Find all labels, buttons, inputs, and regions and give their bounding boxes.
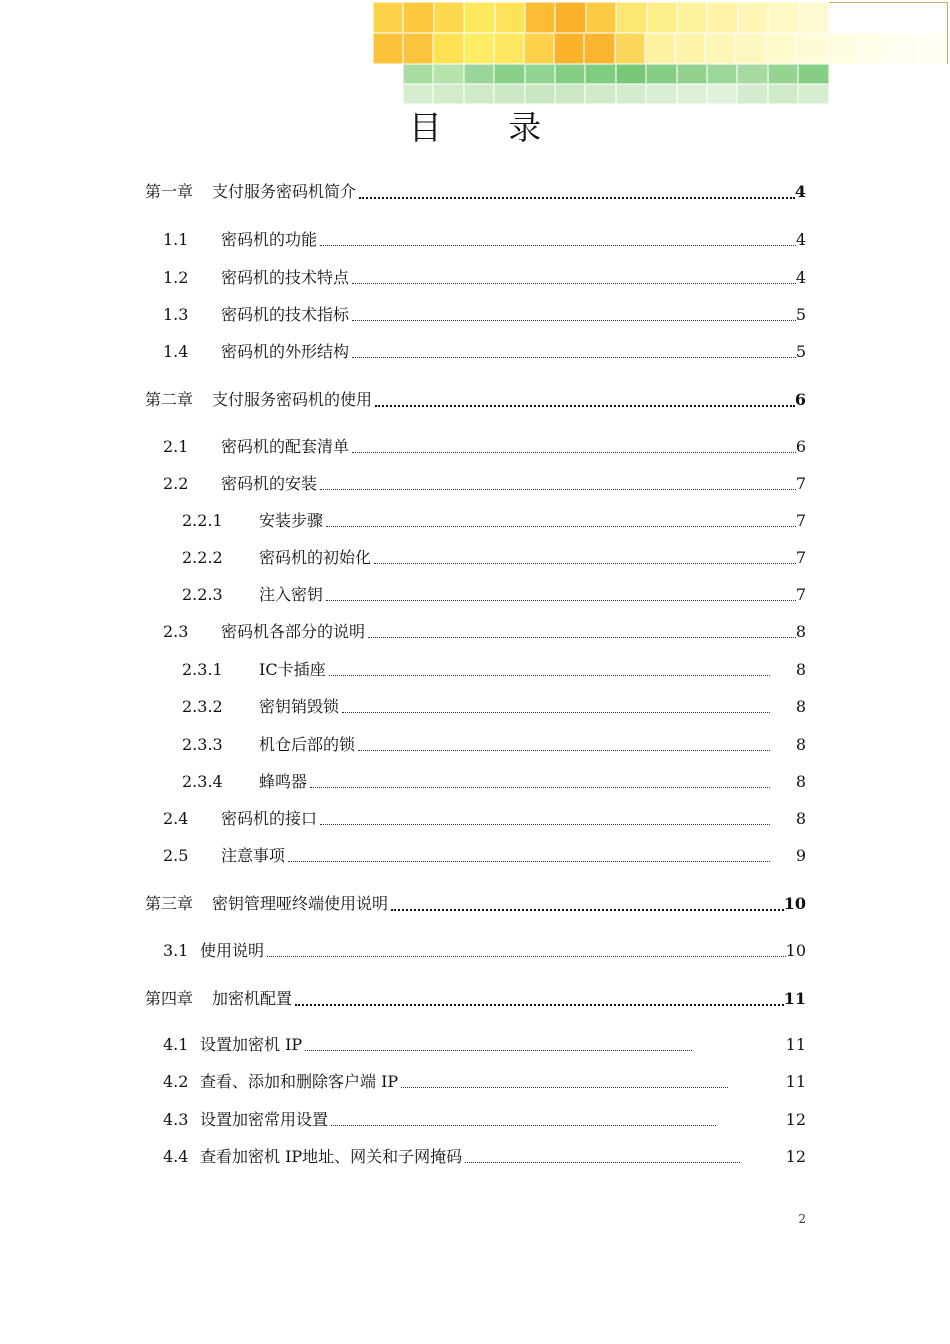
toc-entry-title: 机仓后部的锁 [259,735,356,754]
decoration-tile [464,64,494,84]
toc-entry-page: 8 [795,660,806,679]
decoration-tile [555,64,585,84]
toc-entry-number: 4.2 [163,1072,189,1091]
toc-entry-number: 2.5 [163,846,189,865]
decoration-tile [645,33,675,64]
toc-entry-number: 2.3.3 [182,735,223,754]
decoration-tile [798,84,828,104]
decoration-tile [917,33,947,64]
toc-entry-title: 查看、添加和删除客户端 IP [200,1072,399,1091]
toc-dot-leader [310,773,770,788]
toc-dot-leader [320,475,796,490]
toc-entry-page: 10 [785,941,806,960]
decoration-tile [646,64,676,84]
toc-entry-number: 1.1 [163,230,189,249]
decoration-tile [826,33,856,64]
toc-dot-leader [267,942,786,957]
toc-chapter-row[interactable] [0,889,950,919]
toc-entry-row[interactable] [0,617,950,647]
toc-entry-row[interactable] [0,263,950,293]
decoration-tile [464,33,494,64]
toc-entry-row[interactable] [0,730,950,760]
toc-dot-leader [305,1036,692,1051]
toc-entry-title: 注意事项 [221,846,286,865]
toc-entry-page: 8 [795,772,806,791]
decoration-tile [525,64,555,84]
toc-dot-leader [374,549,796,564]
decoration-tile [494,64,524,84]
decoration-tile [433,33,463,64]
decoration-tile [707,2,737,33]
toc-entry-row[interactable] [0,655,950,685]
page-title: 目 录 [408,108,570,147]
toc-dot-leader [288,847,770,862]
toc-entry-row[interactable] [0,841,950,871]
toc-entry-row[interactable] [0,1067,950,1097]
toc-entry-number: 2.4 [163,809,189,828]
toc-entry-row[interactable] [0,580,950,610]
toc-entry-number: 2.2 [163,474,189,493]
decoration-tile [677,84,707,104]
toc-entry-page: 5 [795,342,806,361]
toc-entry-title: 密码机的接口 [221,809,318,828]
toc-entry-page: 4 [794,182,806,201]
decoration-tile [799,2,829,33]
toc-entry-page: 6 [795,437,806,456]
toc-entry-number: 3.1 [163,941,189,960]
toc-entry-title: 密码机的配套清单 [221,437,350,456]
toc-entry-title: 注入密钥 [259,585,324,604]
toc-entry-page: 8 [795,735,806,754]
decoration-tile [433,84,463,104]
decoration-tile [796,33,826,64]
decoration-tile [646,84,676,104]
decoration-tile [856,33,886,64]
toc-entry-row[interactable] [0,804,950,834]
decoration-tile [707,64,737,84]
decoration-tile [735,33,765,64]
decoration-tile [737,64,767,84]
toc-dot-leader [368,623,796,638]
toc-entry-title: IC卡插座 [259,660,326,679]
toc-dot-leader [320,231,796,246]
toc-dot-leader [465,1148,740,1163]
toc-entry-page: 12 [785,1110,806,1129]
decoration-tile [768,2,798,33]
decoration-tile [434,2,464,33]
decoration-tile [886,33,916,64]
toc-dot-leader [375,391,795,407]
toc-dot-leader [358,736,770,751]
toc-entry-page: 4 [795,230,806,249]
toc-entry-title: 设置加密常用设置 [200,1110,329,1129]
toc-entry-number: 2.1 [163,437,189,456]
toc-entry-title: 密码机的技术指标 [221,305,350,324]
toc-entry-title: 密码机的外形结构 [221,342,350,361]
toc-chapter-row[interactable] [0,385,950,415]
toc-entry-row[interactable] [0,337,950,367]
decoration-tile [677,64,707,84]
toc-entry-number: 2.3.1 [182,660,223,679]
toc-dot-leader [342,698,770,713]
toc-entry-number: 4.3 [163,1110,189,1129]
decoration-tile [494,33,524,64]
toc-entry-row[interactable] [0,469,950,499]
toc-entry-row[interactable] [0,692,950,722]
toc-chapter-row[interactable] [0,177,950,207]
toc-entry-page: 11 [783,989,806,1008]
toc-entry-page: 7 [795,511,806,530]
toc-entry-row[interactable] [0,543,950,573]
toc-entry-number: 4.1 [163,1035,189,1054]
toc-entry-row[interactable] [0,225,950,255]
toc-entry-number: 2.3.4 [182,772,223,791]
toc-dot-leader [295,990,784,1006]
toc-entry-row[interactable] [0,1105,950,1135]
decoration-tile [705,33,735,64]
toc-dot-leader [326,512,796,527]
decoration-tile [525,2,555,33]
toc-entry-number: 1.3 [163,305,189,324]
toc-entry-page: 11 [785,1035,806,1054]
toc-entry-row[interactable] [0,1142,950,1172]
toc-dot-leader [352,438,796,453]
toc-entry-page: 6 [794,390,806,409]
toc-dot-leader [326,586,796,601]
decoration-tile [554,33,584,64]
decoration-tile [373,33,403,64]
decoration-tile [707,84,737,104]
toc-entry-title: 密钥管理哑终端使用说明 [212,894,389,913]
decoration-tile [585,84,615,104]
toc-entry-title: 密码机的功能 [221,230,318,249]
toc-entry-page: 9 [795,846,806,865]
toc-entry-number: 1.4 [163,342,189,361]
decoration-tile [616,2,646,33]
toc-entry-title: 支付服务密码机的使用 [212,390,373,409]
toc-entry-number: 第三章 [145,894,194,913]
decoration-tile [403,33,433,64]
decoration-tile [675,33,705,64]
toc-dot-leader [352,269,796,284]
toc-entry-title: 支付服务密码机简介 [212,182,357,201]
decoration-tile [586,2,616,33]
toc-entry-page: 7 [795,548,806,567]
toc-entry-page: 8 [795,697,806,716]
decoration-tile [494,84,524,104]
toc-entry-number: 第四章 [145,989,194,1008]
toc-entry-row[interactable] [0,1030,950,1060]
decoration-tile [798,64,828,84]
toc-entry-page: 12 [785,1147,806,1166]
decoration-tile [768,84,798,104]
toc-entry-row[interactable] [0,767,950,797]
decoration-tile [525,84,555,104]
toc-entry-title: 查看加密机 IP地址、网关和子网掩码 [200,1147,463,1166]
decoration-tile [555,84,585,104]
decoration-tile [464,84,494,104]
toc-entry-number: 1.2 [163,268,189,287]
footer-page-number: 2 [798,1212,806,1226]
header-decoration [373,2,948,106]
toc-entry-number: 2.2.1 [182,511,223,530]
decoration-tile [403,64,433,84]
toc-entry-number: 2.2.3 [182,585,223,604]
decoration-tile [464,2,494,33]
toc-entry-title: 使用说明 [200,941,265,960]
decoration-tile [584,33,614,64]
decoration-tile [615,33,645,64]
toc-entry-number: 第一章 [145,182,194,201]
decoration-tile [677,2,707,33]
toc-entry-title: 密码机的安装 [221,474,318,493]
toc-dot-leader [352,343,796,358]
decoration-tile [738,2,768,33]
toc-entry-title: 加密机配置 [212,989,293,1008]
toc-dot-leader [391,895,784,911]
decoration-tile [403,2,433,33]
decoration-tile [585,64,615,84]
toc-entry-number: 2.2.2 [182,548,223,567]
decoration-tile [737,84,767,104]
toc-dot-leader [320,810,770,825]
toc-entry-page: 7 [795,585,806,604]
toc-entry-number: 2.3 [163,622,189,641]
toc-entry-title: 设置加密机 IP [200,1035,303,1054]
decoration-tile [524,33,554,64]
toc-entry-page: 11 [785,1072,806,1091]
decoration-tile [433,64,463,84]
toc-entry-row[interactable] [0,432,950,462]
toc-entry-title: 安装步骤 [259,511,324,530]
toc-dot-leader [329,661,770,676]
toc-entry-page: 5 [795,305,806,324]
decoration-tile [616,64,646,84]
toc-entry-number: 2.3.2 [182,697,223,716]
decoration-tile [768,64,798,84]
toc-entry-page: 8 [795,809,806,828]
toc-entry-page: 8 [795,622,806,641]
decoration-tile [647,2,677,33]
decoration-tile [616,84,646,104]
decoration-tile [766,33,796,64]
decoration-tile [555,2,585,33]
toc-entry-row[interactable] [0,300,950,330]
decoration-tile [403,84,433,104]
toc-entry-title: 密钥销毁锁 [259,697,340,716]
toc-entry-title: 蜂鸣器 [259,772,308,791]
toc-entry-row[interactable] [0,936,950,966]
toc-entry-page: 7 [795,474,806,493]
toc-entry-page: 10 [783,894,806,913]
toc-dot-leader [359,183,795,199]
toc-dot-leader [331,1111,716,1126]
toc-dot-leader [401,1073,728,1088]
toc-entry-number: 4.4 [163,1147,189,1166]
toc-entry-title: 密码机的技术特点 [221,268,350,287]
toc-entry-title: 密码机的初始化 [259,548,372,567]
decoration-tile [373,2,403,33]
toc-entry-number: 第二章 [145,390,194,409]
toc-chapter-row[interactable] [0,984,950,1014]
toc-entry-title: 密码机各部分的说明 [221,622,366,641]
toc-dot-leader [352,306,796,321]
decoration-tile [495,2,525,33]
toc-entry-page: 4 [795,268,806,287]
toc-entry-row[interactable] [0,506,950,536]
